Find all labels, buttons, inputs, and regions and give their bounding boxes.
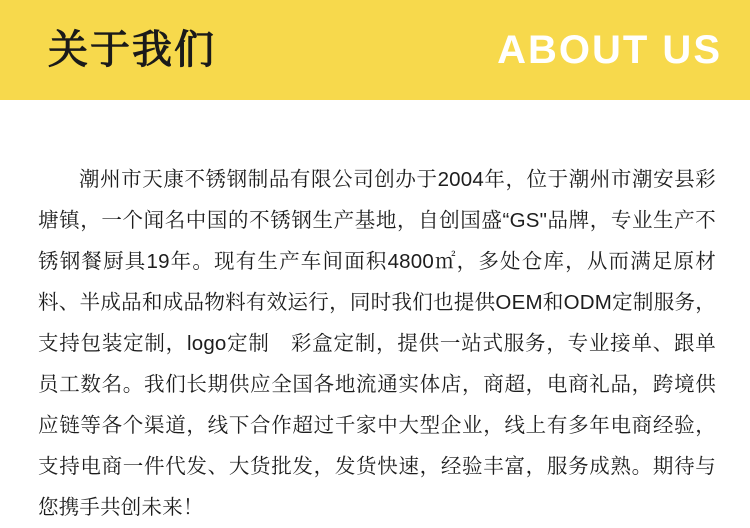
page-title-chinese: 关于我们 bbox=[48, 28, 216, 72]
company-description-paragraph: 潮州市天康不锈钢制品有限公司创办于2004年，位于潮州市潮安县彩塘镇，一个闻名中国的不锈钢生产基地，自创国盛“GS"品牌，专业生产不锈钢餐厨具19年。现有生产车间面积4800㎡，多处仓库，从而满足原材料、半成品和成品物料有效运行，同时我们也提供OEM和ODM定制服务，支持包装定制，logo定制 彩盒定制，提供一站式服务，专业接单、跟单员工数名。我们长期供应全国各地流通实体店，商超，电商礼品，跨境供应链等各个渠道，线下合作超过千家中大型企业，线上有多年电商经验，支持电商一件代发、大货批发，发货快速，经验丰富，服务成熟。期待与您携手共创未来！ bbox=[38, 167, 716, 519]
page-header-band bbox=[0, 0, 750, 100]
company-description-section bbox=[0, 100, 750, 528]
page-title-english: ABOUT US bbox=[497, 28, 722, 72]
